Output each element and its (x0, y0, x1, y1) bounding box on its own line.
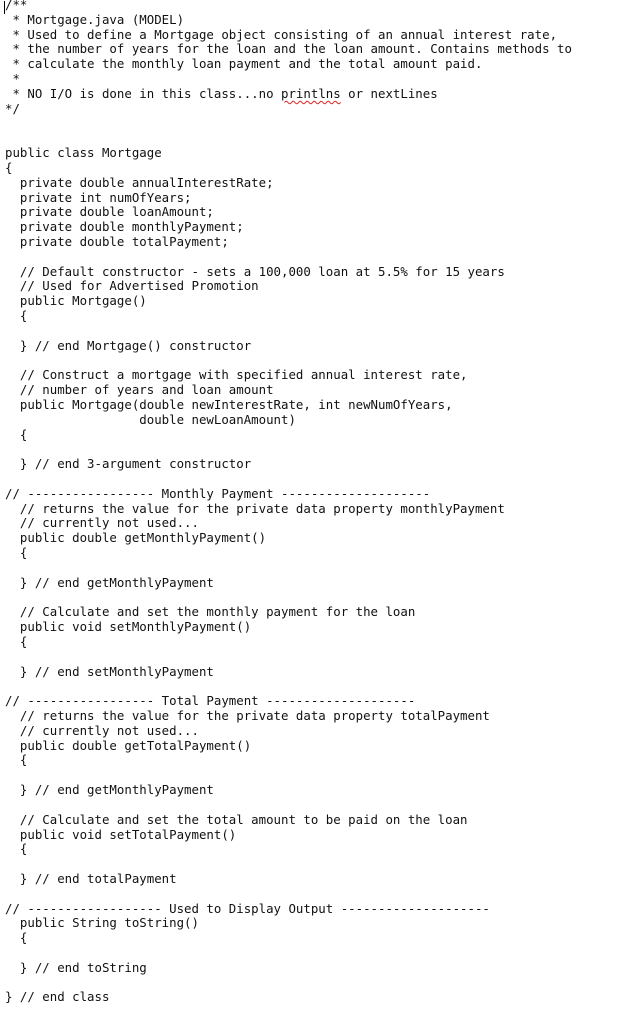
code-line (5, 472, 572, 487)
code-line: // Calculate and set the monthly payment for the loan (5, 604, 416, 620)
code-line: { (5, 545, 28, 561)
code-line: private double annualInterestRate; (5, 174, 274, 190)
code-line (5, 324, 572, 339)
code-line: public class Mortgage (5, 145, 162, 161)
code-line: } // end totalPayment (5, 870, 177, 886)
code-line (5, 946, 572, 961)
code-line: { (5, 308, 28, 324)
code-line: // currently not used... (5, 515, 199, 531)
code-line: // returns the value for the private data property totalPayment (5, 708, 490, 723)
code-line: // Construct a mortgage with specified annual interest rate, (5, 367, 468, 383)
code-line (5, 117, 572, 132)
code-line (5, 250, 572, 265)
code-line: { (5, 633, 28, 649)
code-line: } // end class (5, 989, 110, 1005)
code-line: double newLoanAmount) (5, 411, 296, 427)
code-line: } // end setMonthlyPayment (5, 663, 214, 679)
code-line: { (5, 159, 13, 175)
code-line: { (5, 841, 28, 857)
code-line: public Mortgage(double newInterestRate, int newNumOfYears, (5, 396, 453, 412)
code-line: } // end 3-argument constructor (5, 456, 252, 472)
source-code[interactable] (5, 0, 572, 1005)
code-line: public double getMonthlyPayment() (5, 530, 267, 546)
code-line: public double getTotalPayment() (5, 737, 252, 753)
code-line (5, 131, 572, 146)
code-line (5, 442, 572, 457)
code-line: // ----------------- Monthly Payment -------------------- (5, 485, 431, 501)
code-line (5, 87, 572, 102)
code-line: public void setTotalPayment() (5, 826, 237, 842)
code-line (5, 857, 572, 872)
code-line-text: or nextLines (340, 85, 438, 101)
code-line: * Used to define a Mortgage object consisting of an annual interest rate, (5, 26, 558, 42)
code-line: */ (5, 100, 20, 116)
code-line: // returns the value for the private data property monthlyPayment (5, 500, 505, 516)
code-line: public Mortgage() (5, 293, 147, 309)
code-line: public void setMonthlyPayment() (5, 619, 252, 635)
code-line (5, 768, 572, 783)
code-line: // ----------------- Total Payment -------------------- (5, 693, 416, 709)
code-line-text: * NO I/O is done in this class...no (5, 85, 282, 101)
code-line (5, 354, 572, 369)
code-line: // ------------------ Used to Display Output -------------------- (5, 900, 490, 916)
code-line (5, 976, 572, 991)
code-line: * Mortgage.java (MODEL) (5, 11, 185, 27)
code-line (5, 650, 572, 665)
code-line: // Used for Advertised Promotion (5, 278, 259, 294)
code-line (5, 561, 572, 576)
code-line (5, 591, 572, 606)
code-line: public String toString() (5, 915, 199, 931)
code-line: private double monthlyPayment; (5, 219, 244, 235)
code-line: /** (5, 0, 28, 12)
code-line: { (5, 426, 28, 442)
code-line: } // end getMonthlyPayment (5, 782, 214, 798)
spellcheck-flagged-word[interactable]: printlns (281, 85, 341, 101)
code-line: private int numOfYears; (5, 189, 192, 205)
code-line: // Default constructor - sets a 100,000 loan at 5.5% for 15 years (5, 263, 505, 279)
code-line: { (5, 930, 28, 946)
code-line: * (5, 71, 20, 87)
code-line: } // end getMonthlyPayment (5, 574, 214, 590)
code-line (5, 887, 572, 902)
code-line: * the number of years for the loan and the loan amount. Contains methods to (5, 41, 572, 57)
code-line: * calculate the monthly loan payment and the total amount paid. (5, 56, 483, 72)
code-line: // Calculate and set the total amount to be paid on the loan (5, 811, 468, 827)
code-line: private double totalPayment; (5, 234, 229, 249)
code-line (5, 798, 572, 813)
code-line: } // end Mortgage() constructor (5, 337, 252, 353)
code-line (5, 679, 572, 694)
code-line: } // end toString (5, 959, 147, 975)
code-line: // number of years and loan amount (5, 382, 274, 398)
code-line: private double loanAmount; (5, 204, 214, 220)
code-line: { (5, 752, 28, 768)
code-line: // currently not used... (5, 722, 199, 738)
